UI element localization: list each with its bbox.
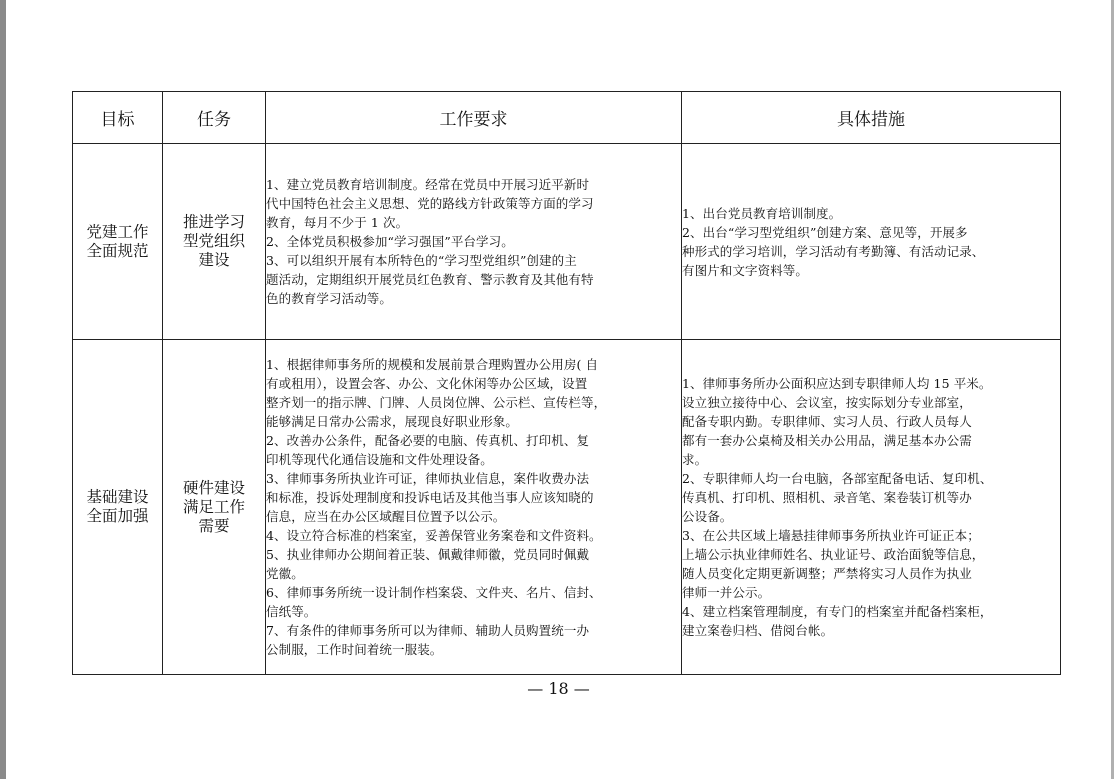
- task-line: 推进学习: [182, 213, 245, 231]
- work-plan-table: [72, 91, 1061, 675]
- table-header-row: [73, 92, 1061, 144]
- header-goal: 目标: [73, 92, 163, 144]
- requirement-line: 能够满足日常办公需求，展现良好职业形象。: [266, 414, 519, 429]
- requirement-line: 和标准，投诉处理制度和投诉电话及其他当事人应该知晓的: [266, 490, 594, 505]
- requirement-line: 题活动，定期组织开展党员红色教育、警示教育及其他有特: [266, 272, 594, 287]
- measures-cell: [682, 144, 1061, 340]
- goal-line: 全面规范: [86, 241, 149, 260]
- requirement-line: 7、有条件的律师事务所可以为律师、辅助人员购置统一办: [266, 623, 590, 638]
- requirement-line: 1、建立党员教育培训制度。经常在党员中开展习近平新时: [266, 177, 590, 192]
- task-line: 型党组织: [182, 232, 245, 250]
- table-row: [73, 144, 1061, 340]
- requirement-line: 教育，每月不少于 1 次。: [266, 215, 409, 230]
- requirement-line: 3、可以组织开展有本所特色的“学习型党组织”创建的主: [266, 253, 577, 268]
- measure-line: 2、专职律师人均一台电脑，各部室配备电话、复印机、: [682, 471, 993, 486]
- task-cell: [163, 340, 266, 675]
- measure-line: 3、在公共区域上墙悬挂律师事务所执业许可证正本；: [682, 528, 980, 543]
- requirement-line: 3、律师事务所执业许可证，律师执业信息，案件收费办法: [266, 471, 590, 486]
- measure-line: 都有一套办公桌椅及相关办公用品，满足基本办公需: [682, 433, 972, 448]
- measures-cell: [682, 340, 1061, 675]
- measure-line: 律师一并公示。: [682, 585, 771, 600]
- task-line: 满足工作: [182, 497, 245, 516]
- goal-cell: [73, 340, 163, 675]
- header-measures: 具体措施: [682, 92, 1061, 144]
- measure-line: 随人员变化定期更新调整；严禁将实习人员作为执业: [682, 566, 972, 581]
- task-line: 建设: [198, 251, 230, 269]
- requirement-line: 信纸等。: [266, 604, 317, 619]
- measure-line: 1、出台党员教育培训制度。: [682, 205, 842, 221]
- task-line: 需要: [198, 516, 230, 535]
- requirements-cell: [266, 144, 682, 340]
- measure-line: 公设备。: [682, 509, 733, 524]
- measure-line: 上墙公示执业律师姓名、执业证号、政治面貌等信息，: [682, 547, 985, 562]
- measure-line: 种形式的学习培训，学习活动有考勤簿、有活动记录、: [682, 243, 985, 259]
- requirement-line: 有或租用），设置会客、办公、文化休闲等办公区域，设置: [266, 376, 588, 391]
- header-requirements: 工作要求: [266, 92, 682, 144]
- measure-line: 传真机、打印机、照相机、录音笔、案卷装订机等办: [682, 490, 972, 505]
- measure-line: 求。: [682, 452, 708, 467]
- measure-line: 建立案卷归档、借阅台帐。: [682, 623, 834, 638]
- task-cell: [163, 144, 266, 340]
- requirement-line: 色的教育学习活动等。: [266, 291, 393, 306]
- table-row: [73, 340, 1061, 675]
- measure-line: 配备专职内勤。专职律师、实习人员、行政人员每人: [682, 414, 972, 429]
- page-number: — 18 —: [527, 679, 590, 698]
- requirement-line: 代中国特色社会主义思想、党的路线方针政策等方面的学习: [266, 196, 594, 211]
- measure-line: 1、律师事务所办公面积应达到专职律师人均 15 平米。: [682, 376, 992, 391]
- task-line: 硬件建设: [182, 478, 245, 497]
- requirement-line: 2、改善办公条件，配备必要的电脑、传真机、打印机、复: [266, 433, 590, 448]
- goal-line: 全面加强: [86, 507, 149, 525]
- requirement-line: 公制服，工作时间着统一服装。: [266, 642, 443, 657]
- requirement-line: 印机等现代化通信设施和文件处理设备。: [266, 452, 493, 467]
- requirements-cell: [266, 340, 682, 675]
- measure-line: 设立独立接待中心、会议室，按实际划分专业部室，: [682, 395, 972, 410]
- measure-line: 2、出台“学习型党组织”创建方案、意见等，开展多: [682, 224, 968, 240]
- requirement-line: 4、设立符合标准的档案室，妥善保管业务案卷和文件资料。: [266, 528, 602, 543]
- requirement-line: 1、根据律师事务所的规模和发展前景合理购置办公用房( 自: [266, 357, 599, 372]
- goal-cell: [73, 144, 163, 340]
- measure-line: 有图片和文字资料等。: [682, 262, 809, 278]
- header-task: 任务: [163, 92, 266, 144]
- goal-line: 基础建设: [86, 488, 149, 506]
- requirement-line: 信息，应当在办公区域醒目位置予以公示。: [266, 509, 506, 524]
- goal-line: 党建工作: [86, 222, 149, 241]
- document-page: [6, 0, 1111, 779]
- requirement-line: 整齐划一的指示牌、门牌、人员岗位牌、公示栏、宣传栏等，: [266, 395, 607, 410]
- requirement-line: 党徽。: [266, 566, 304, 581]
- requirement-line: 5、执业律师办公期间着正装、佩戴律师徽，党员同时佩戴: [266, 547, 590, 562]
- requirement-line: 6、律师事务所统一设计制作档案袋、文件夹、名片、信封、: [266, 585, 602, 600]
- requirement-line: 2、全体党员积极参加“学习强国”平台学习。: [266, 234, 514, 249]
- measure-line: 4、建立档案管理制度，有专门的档案室并配备档案柜，: [682, 604, 993, 619]
